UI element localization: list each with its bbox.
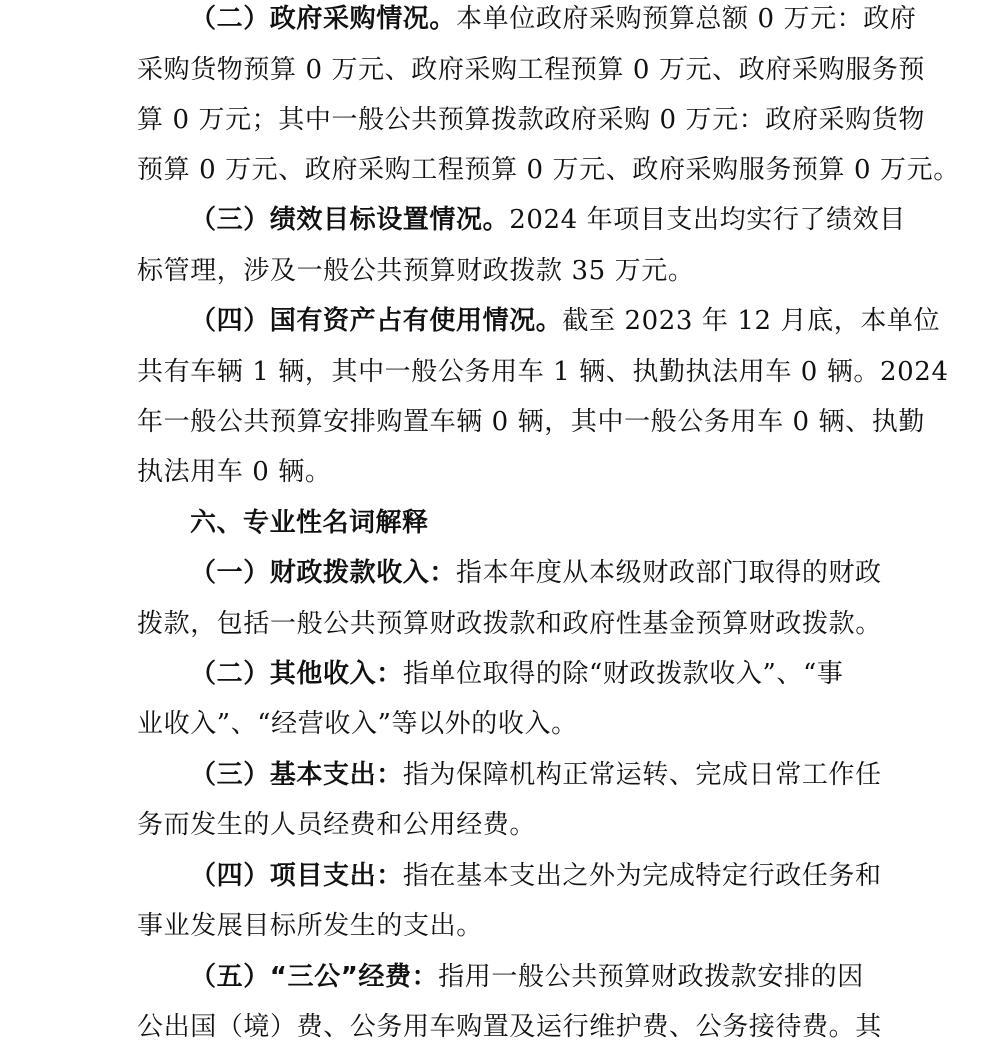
definition-fiscal-income-term: （一）财政拨款收入： [190, 558, 457, 588]
paragraph-procurement-line-4: 预算 0 万元、政府采购工程预算 0 万元、政府采购服务预算 0 万元。 [137, 155, 960, 185]
definition-basic-expenditure-term: （三）基本支出： [190, 760, 403, 790]
definition-three-public-term: （五）“三公”经费： [190, 962, 439, 992]
definition-other-income-text: 指单位取得的除“财政拨款收入”、“事 [402, 659, 844, 689]
procurement-heading: （二）政府采购情况。 [190, 4, 457, 34]
definition-other-income-line-1 [190, 657, 844, 691]
definition-three-public-line-1 [190, 960, 864, 994]
paragraph-assets-line-3: 年一般公共预算安排购置车辆 0 辆，其中一般公务用车 0 辆、执勤 [137, 407, 925, 437]
section-heading-glossary: 六、专业性名词解释 [190, 508, 429, 538]
performance-text: 2024 年项目支出均实行了绩效目 [509, 205, 906, 235]
definition-basic-expenditure-line-2: 务而发生的人员经费和公用经费。 [137, 810, 537, 840]
definition-project-expenditure-line-2: 事业发展目标所发生的支出。 [137, 911, 483, 941]
definition-other-income-term: （二）其他收入： [190, 659, 403, 689]
definition-project-expenditure-line-1 [190, 859, 882, 893]
paragraph-procurement-line-1 [190, 2, 917, 36]
paragraph-assets-line-2: 共有车辆 1 辆，其中一般公务用车 1 辆、执勤执法用车 0 辆。2024 [137, 357, 949, 387]
definition-fiscal-income-line-2: 拨款，包括一般公共预算财政拨款和政府性基金预算财政拨款。 [137, 609, 882, 639]
definition-project-expenditure-text: 指在基本支出之外为完成特定行政任务和 [402, 861, 882, 891]
paragraph-procurement-line-3: 算 0 万元；其中一般公共预算拨款政府采购 0 万元：政府采购货物 [137, 105, 925, 135]
definition-fiscal-income-text: 指本年度从本级财政部门取得的财政 [456, 558, 882, 588]
assets-heading: （四）国有资产占有使用情况。 [190, 306, 563, 336]
definition-three-public-line-2: 公出国（境）费、公务用车购置及运行维护费、公务接待费。其 [137, 1012, 882, 1042]
paragraph-performance-line-2: 标管理，涉及一般公共预算财政拨款 35 万元。 [137, 256, 695, 286]
definition-three-public-text: 指用一般公共预算财政拨款安排的因 [438, 962, 864, 992]
paragraph-procurement-line-2: 采购货物预算 0 万元、政府采购工程预算 0 万元、政府采购服务预 [137, 55, 925, 85]
performance-heading: （三）绩效目标设置情况。 [190, 205, 510, 235]
definition-other-income-line-2: 业收入”、“经营收入”等以外的收入。 [137, 709, 578, 739]
procurement-text: 本单位政府采购预算总额 0 万元：政府 [456, 4, 917, 34]
definition-project-expenditure-term: （四）项目支出： [190, 861, 403, 891]
paragraph-performance-line-1 [190, 203, 906, 237]
assets-text: 截至 2023 年 12 月底，本单位 [562, 306, 941, 336]
definition-fiscal-income-line-1 [190, 556, 882, 590]
paragraph-assets-line-4: 执法用车 0 辆。 [137, 457, 332, 487]
definition-basic-expenditure-line-1 [190, 758, 882, 792]
definition-basic-expenditure-text: 指为保障机构正常运转、完成日常工作任 [402, 760, 882, 790]
paragraph-assets-line-1 [190, 304, 940, 338]
